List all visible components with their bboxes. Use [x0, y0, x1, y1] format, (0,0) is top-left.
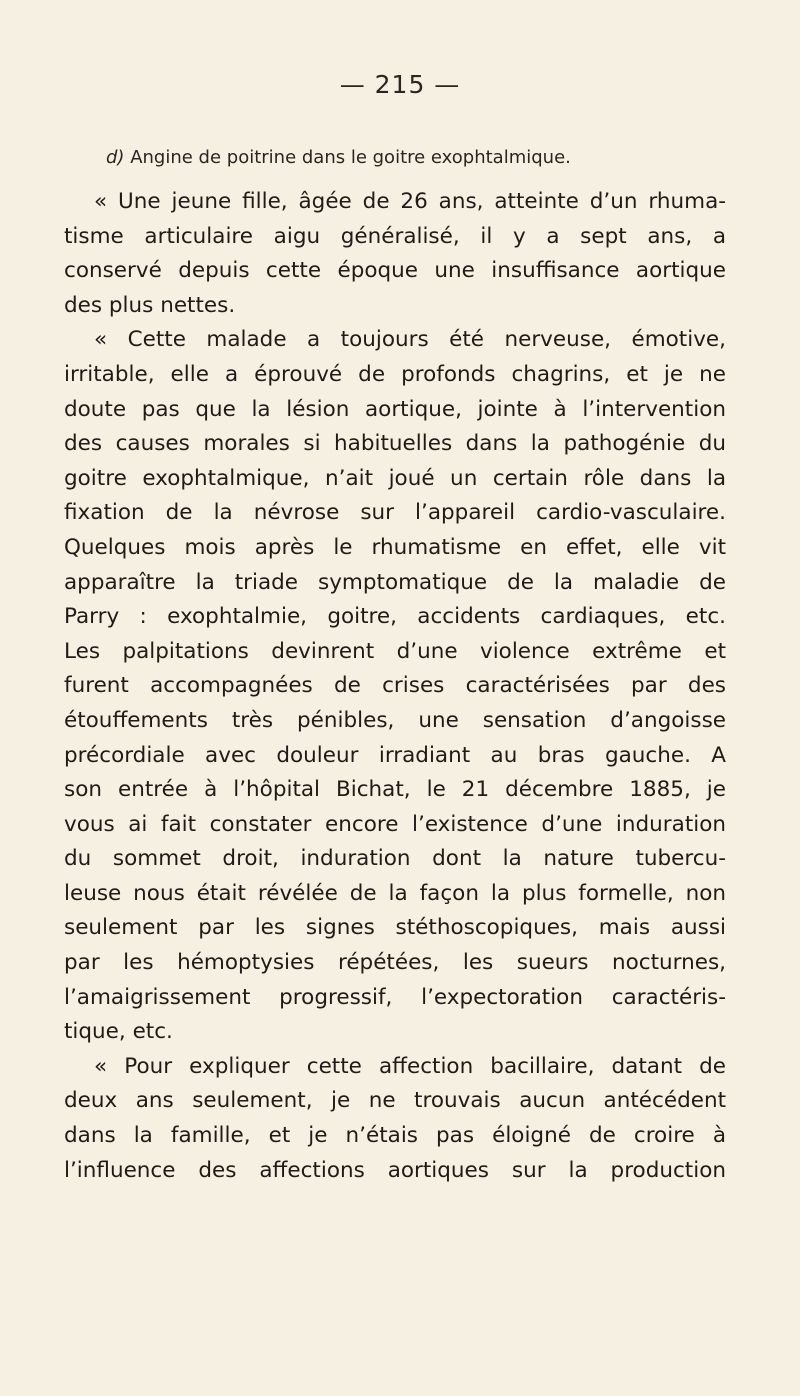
- text-line: deux ans seulement, je ne trouvais aucun antécédent: [64, 1088, 726, 1114]
- text-line: Parry : exophtalmie, goitre, accidents cardiaques, etc.: [64, 604, 726, 630]
- text-line: précordiale avec douleur irradiant au bras gauche. A: [64, 742, 726, 768]
- text-line: du sommet droit, induration dont la nature tubercu-: [64, 846, 726, 872]
- text-line: seulement par les signes stéthoscopiques, mais aussi: [64, 915, 726, 941]
- text-line: tique, etc.: [64, 1019, 173, 1045]
- text-line: l’amaigrissement progressif, l’expectoration caractéris-: [64, 984, 726, 1010]
- text-line: « Cette malade a toujours été nerveuse, émotive,: [94, 327, 726, 353]
- text-line: des plus nettes.: [64, 292, 236, 318]
- page-number: — 215 —: [339, 70, 461, 99]
- text-line: par les hémoptysies répétées, les sueurs nocturnes,: [64, 950, 726, 976]
- text-line: étouffements très pénibles, une sensation d’angoisse: [64, 707, 726, 733]
- text-line: « Pour expliquer cette affection bacillaire, datant de: [94, 1053, 726, 1079]
- text-line: tisme articulaire aigu généralisé, il y a sept ans, a: [64, 223, 726, 249]
- text-line: Les palpitations devinrent d’une violence extrême et: [64, 638, 726, 664]
- text-line: fixation de la névrose sur l’appareil cardio-vasculaire.: [64, 500, 726, 526]
- text-line: goitre exophtalmique, n’ait joué un certain rôle dans la: [64, 465, 726, 491]
- text-line: des causes morales si habituelles dans la pathogénie du: [64, 431, 726, 457]
- section-title-text: Angine de poitrine dans le goitre exophtalmique.: [130, 147, 571, 168]
- text-line: l’influence des affections aortiques sur la production: [64, 1157, 726, 1183]
- text-line: doute pas que la lésion aortique, jointe à l’intervention: [64, 396, 726, 422]
- text-line: leuse nous était révélée de la façon la plus formelle, non: [64, 880, 726, 906]
- text-line: Quelques mois après le rhumatisme en effet, elle vit: [64, 534, 726, 560]
- text-line: « Une jeune fille, âgée de 26 ans, atteinte d’un rhuma-: [94, 189, 726, 214]
- text-line: vous ai fait constater encore l’existence d’une induration: [64, 811, 726, 837]
- text-line: apparaître la triade symptomatique de la maladie de: [64, 569, 726, 595]
- text-line: furent accompagnées de crises caractérisées par des: [64, 673, 726, 699]
- body-text: [64, 185, 726, 1188]
- text-line: son entrée à l’hôpital Bichat, le 21 décembre 1885, je: [64, 777, 726, 803]
- section-letter: d): [106, 147, 125, 168]
- text-line: irritable, elle a éprouvé de profonds chagrins, et je ne: [64, 361, 726, 387]
- text-line: dans la famille, et je n’étais pas éloigné de croire à: [64, 1123, 726, 1149]
- text-line: conservé depuis cette époque une insuffisance aortique: [64, 258, 726, 284]
- section-heading: [106, 147, 766, 168]
